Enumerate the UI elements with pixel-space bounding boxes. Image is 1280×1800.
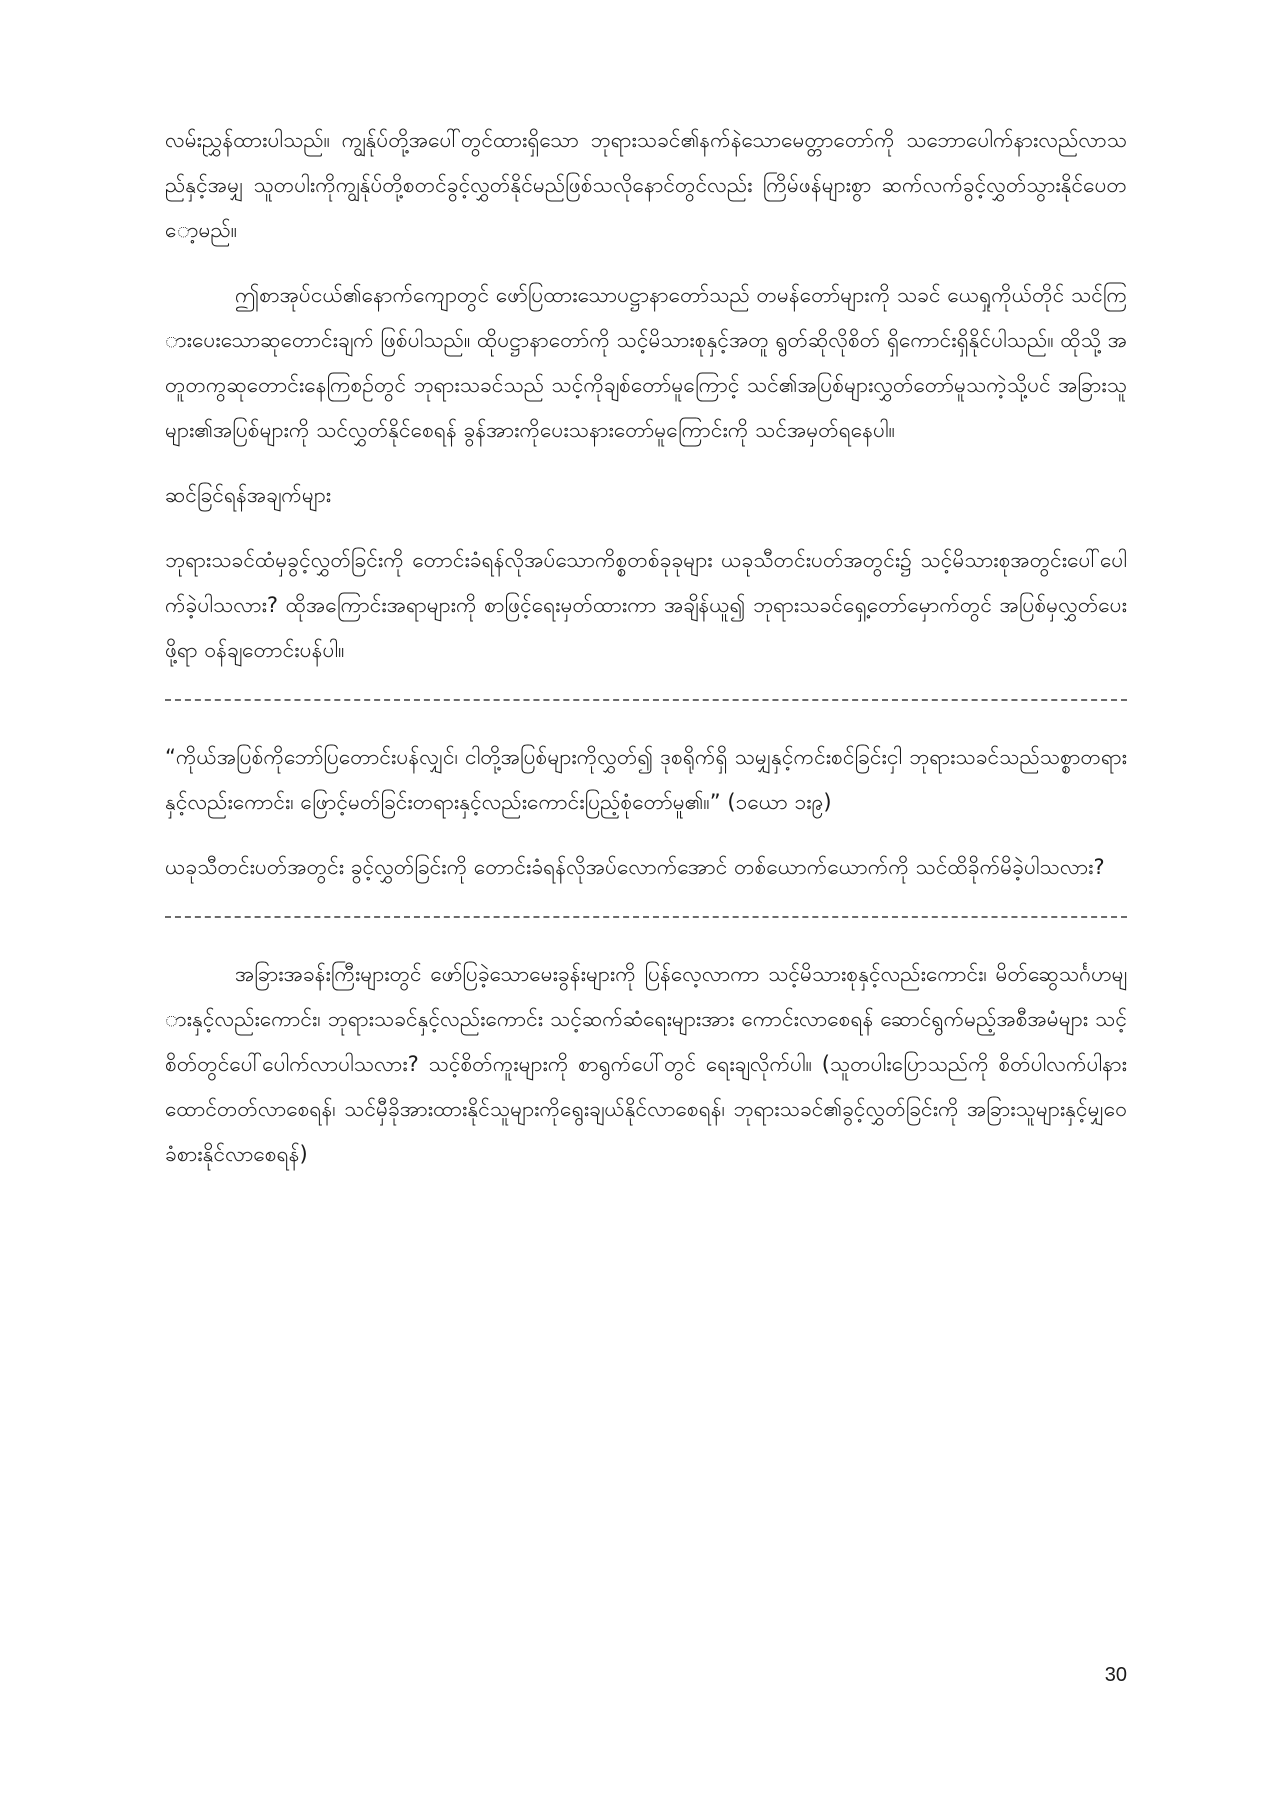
page-number: 30 xyxy=(1104,1664,1127,1686)
paragraph-closing: အခြားအခန်းကြီးများတွင် ဖော်ပြခဲ့သောမေးခွန်းများကို ပြန်လေ့လာကာ သင့်မိသားစုနှင့်လည်းကောင်း၊ မိတ်ဆွေသင်္ဂဟများနှင့်လည်းကောင်း၊ ဘုရားသခင်နှင့်လည်းကောင်း သင့်ဆက်ဆံရေးများအား ကောင်းလာစေရန် ဆောင်ရွက်မည့်အစီအမံများ သင့်စိတ်တွင်ပေါ်ပေါက်လာပါသလား? သင့်စိတ်ကူးများကို စာရွက်ပေါ်တွင် ရေးချလိုက်ပါ။ (သူတပါးပြောသည်ကို စိတ်ပါလက်ပါနားထောင်တတ်လာစေရန်၊ သင်မှီခိုအားထားနိုင်သူများကိုရွေးချယ်နိုင်လာစေရန်၊ ဘုရားသခင်၏ခွင့်လွှတ်ခြင်းကို အခြားသူများနှင့်မျှဝေခံစားနိုင်လာစေရန်) xyxy=(165,962,1127,1166)
dashed-divider xyxy=(165,699,1127,701)
dashed-divider xyxy=(165,916,1127,918)
scripture-quote: “ကိုယ်အပြစ်ကိုဘော်ပြတောင်းပန်လျှင်၊ ငါတို့အပြစ်များကိုလွှတ်၍ ဒုစရိုက်ရှိ သမျှနှင့်ကင်းစင်ခြင်းငှါ ဘုရားသခင်သည်သစ္စာတရားနှင့်လည်းကောင်း၊ ဖြောင့်မတ်ခြင်းတရားနှင့်လည်းကောင်းပြည့်စုံတော်မူ၏။” (၁ယော ၁း၉) xyxy=(165,745,1127,814)
paragraph-question: ယခုသီတင်းပတ်အတွင်း ခွင့်လွှတ်ခြင်းကို တောင်းခံရန်လိုအပ်လောက်အောင် တစ်ယောက်ယောက်ကို သင်ထိခိုက်မိခဲ့ပါသလား? xyxy=(165,855,1105,879)
paragraph-prayer: ဤစာအုပ်ငယ်၏နောက်ကျောတွင် ဖော်ပြထားသောပဋ္ဌာနာတော်သည် တမန်တော်များကို သခင် ယေရှုကိုယ်တိုင် သင်ကြားပေးသောဆုတောင်းချက် ဖြစ်ပါသည်။ ထိုပဋ္ဌာနာတော်ကို သင့်မိသားစုနှင့်အတူ ရွတ်ဆိုလိုစိတ် ရှိကောင်းရှိနိုင်ပါသည်။ ထိုသို့ အတူတကွဆုတောင်းနေကြစဉ်တွင် ဘုရားသခင်သည် သင့်ကိုချစ်တော်မူကြောင့် သင်၏အပြစ်များလွှတ်တော်မူသကဲ့သို့ပင် အခြားသူများ၏အပြစ်များကို သင်လွှတ်နိုင်စေရန် ခွန်အားကိုပေးသနားတော်မူကြောင်းကို သင်အမှတ်ရနေပါ။ xyxy=(165,283,1127,442)
paragraph-reflection-question: ဘုရားသခင်ထံမှခွင့်လွှတ်ခြင်းကို တောင်းခံရန်လိုအပ်သောကိစ္စတစ်ခုခုများ ယခုသီတင်းပတ်အတွင်း၌ သင့်မိသားစုအတွင်းပေါ်ပေါက်ခဲ့ပါသလား? ထိုအကြောင်းအရာများကို စာဖြင့်ရေးမှတ်ထားကာ အချိန်ယူ၍ ဘုရားသခင်ရှေ့တော်မှောက်တွင် အပြစ်မှလွှတ်ပေးဖို့ရာ ဝန်ချတောင်းပန်ပါ။ xyxy=(165,548,1127,662)
paragraph-intro-continued: လမ်းညွှန်ထားပါသည်။ ကျွန်ုပ်တို့အပေါ်တွင်ထားရှိသော ဘုရားသခင်၏နက်နဲသောမေတ္တာတော်ကို သဘောပေါက်နားလည်လာသည်နှင့်အမျှ သူတပါးကိုကျွန်ုပ်တို့စတင်ခွင့်လွှတ်နိုင်မည်ဖြစ်သလိုနောင်တွင်လည်း ကြိမ်ဖန်များစွာ ဆက်လက်ခွင့်လွှတ်သွားနိုင်ပေတော့မည်။ xyxy=(165,128,1127,242)
section-heading-reflection: ဆင်ခြင်ရန်အချက်များ xyxy=(165,483,332,507)
page-body xyxy=(165,118,1127,1197)
